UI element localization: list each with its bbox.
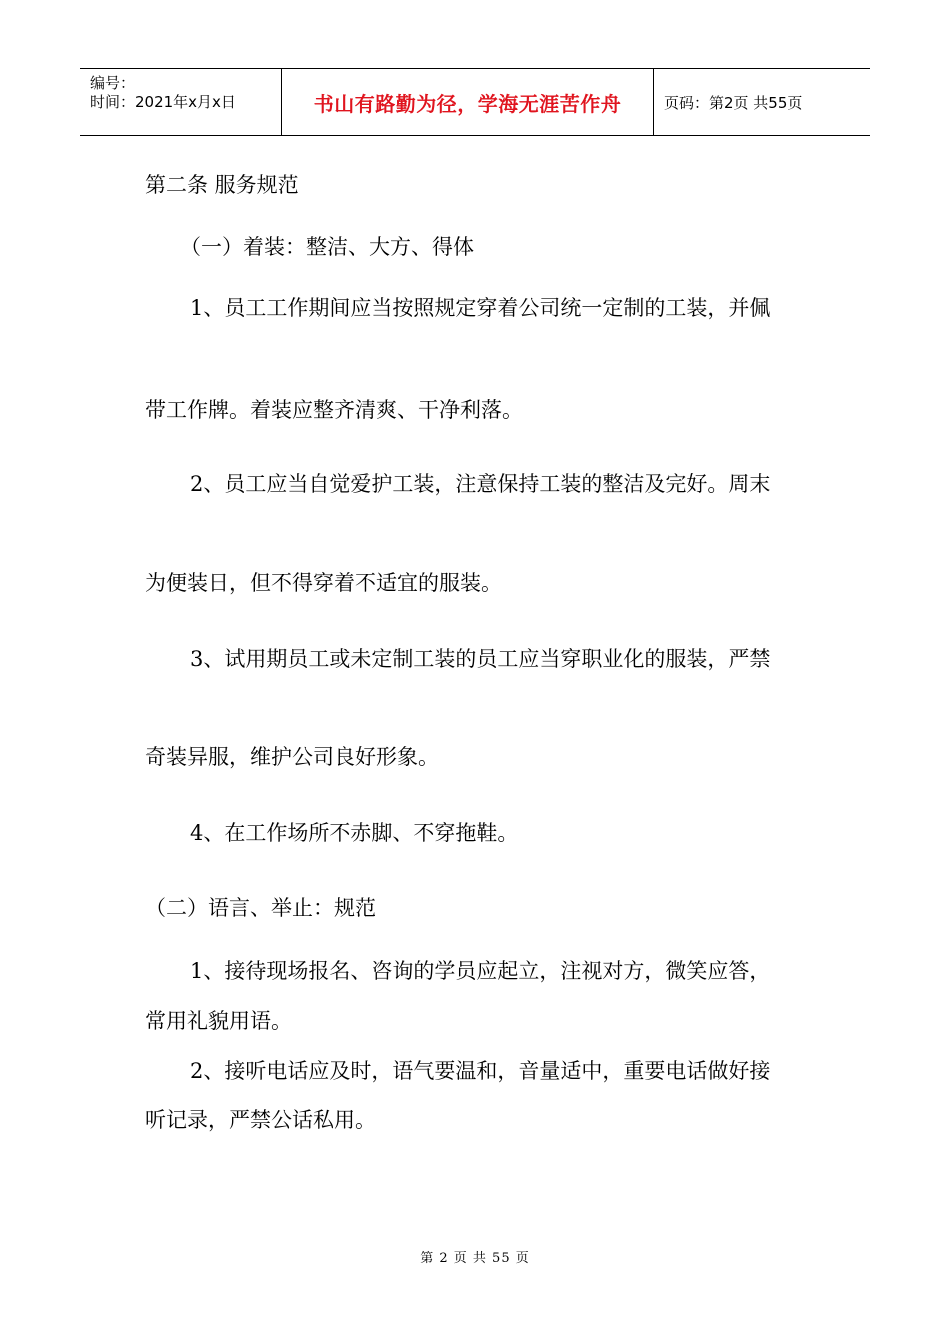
paragraph-line: 听记录，严禁公话私用。: [145, 1108, 376, 1132]
paragraph-line: 2、员工应当自觉爱护工装，注意保持工装的整洁及完好。周末: [190, 472, 771, 496]
page-footer: 第 2 页 共 55 页: [420, 1251, 530, 1266]
document-number-label: 编号：: [90, 74, 136, 92]
paragraph-line: 带工作牌。着装应整齐清爽、干净利落。: [145, 398, 523, 422]
header-motto-cell: [282, 69, 654, 135]
header-meta-cell: [80, 69, 282, 135]
header-motto: 书山有路勤为径，学海无涯苦作舟: [313, 91, 622, 116]
paragraph-line: 常用礼貌用语。: [145, 1009, 292, 1033]
paragraph-line: 3、试用期员工或未定制工装的员工应当穿职业化的服装，严禁: [190, 647, 771, 671]
paragraph-line: 奇装异服，维护公司良好形象。: [145, 745, 439, 769]
header-page-cell: [654, 69, 870, 135]
document-date-label: 时间：2021年x月x日: [90, 93, 236, 111]
article-heading: 第二条 服务规范: [145, 173, 299, 197]
paragraph-line: 4、在工作场所不赤脚、不穿拖鞋。: [190, 821, 519, 845]
paragraph-line: 2、接听电话应及时，语气要温和，音量适中，重要电话做好接: [190, 1059, 771, 1083]
header-page-label: 页码：第2页 共55页: [664, 93, 803, 112]
paragraph-line: 1、员工工作期间应当按照规定穿着公司统一定制的工装，并佩: [190, 296, 771, 320]
section-heading-attire: （一）着装：整洁、大方、得体: [180, 235, 474, 259]
paragraph-line: 为便装日，但不得穿着不适宜的服装。: [145, 571, 502, 595]
section-heading-conduct: （二）语言、举止：规范: [145, 896, 376, 920]
document-header: [80, 68, 870, 136]
paragraph-line: 1、接待现场报名、咨询的学员应起立，注视对方，微笑应答，: [190, 959, 771, 983]
